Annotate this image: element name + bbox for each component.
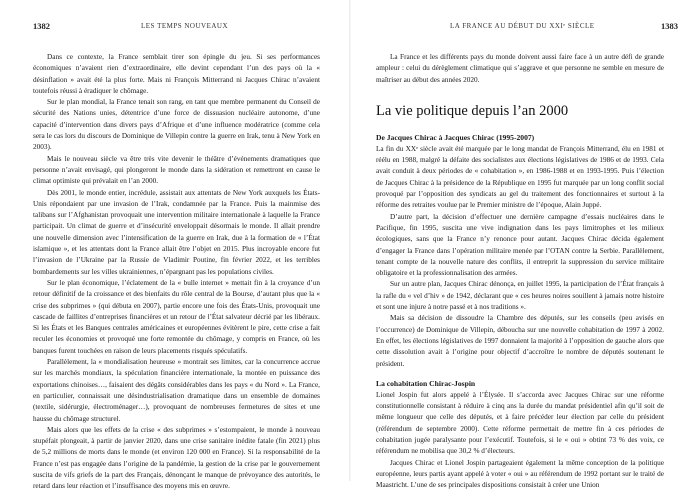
- right-running-title: LA FRANCE AU DÉBUT DU XXIᵉ SIÈCLE: [450, 22, 595, 30]
- section-title: De Jacques Chirac à Jacques Chirac (1995-2007): [376, 132, 535, 142]
- left-page: [0, 0, 350, 491]
- paragraph: Mais sa décision de dissoudre la Chambre des députés, sur les conseils (peu avisés en l’occurrence) de Dominique de Villepin, déboucha sur une nouvelle cohabitation de 1997 à 2002. En effet, les élections législatives de 1997 donnaient la majorité à l’opposition de gauche alors que cette dissolution avait à l’origine pour objectif d’accroître le nombre de députés soutenant le président.: [376, 314, 664, 368]
- right-page: [350, 0, 700, 490]
- left-body-text: [33, 52, 320, 493]
- paragraph: Dès 2001, le monde entier, incrédule, assistait aux attentats de New York auxquels les États-Unis répondaient par une invasion de l’Irak, condamnée par la France. Puis la mainmise des talibans sur l’Afghanistan provoquait une intervention militaire internationale à laquelle la France participait. Un climat de guerre et d’insécurité enveloppait désormais le monde. Il allait prendre une nouvelle dimension avec l’intensification de la guerre en Irak, due à la formation de « l’État islamique », et les attentats dont la France allait être l’objet en 2015. Plus incroyable encore fut l’invasion de l’Ukraine par la Russie de Vladimir Poutine, fin février 2022, et les terribles bombardements sur les villes ukrainiennes, n’épargnant pas les populations civiles.: [33, 188, 320, 276]
- paragraph: Sur le plan mondial, la France tenait son rang, en tant que membre permanent du Conseil de sécurité des Nations unies, détentrice d’une force de dissuasion nucléaire autonome, d’une capacité d’intervention dans divers pays d’Afrique et d’une influence modératrice (comme cela sera le cas lors du discours de Dominique de Villepin contre la guerre en Irak, tenu à New York en 2003).: [33, 98, 320, 152]
- left-page-number: 1382: [33, 21, 50, 31]
- paragraph: D’autre part, la décision d’effectuer une dernière campagne d’essais nucléaires dans le Pacifique, fin 1995, suscita une vive indignation dans les pays limitrophes et les milieux écologiques, sans que la France n’y renonce pour autant. Jacques Chirac décida également d’engager la France dans l’opération militaire menée par l’OTAN contre la Serbie. Parallèlement, tenant compte de la nouvelle nature des conflits, il entreprit la suppression du service militaire obligatoire et la professionnalisation des armées.: [376, 212, 664, 278]
- paragraph: Dans ce contexte, la France semblait tirer son épingle du jeu. Si ses performances économiques n’avaient rien d’extraordinaire, elle devint cependant l’un des pays où la « désinflation » avait été la plus forte. Mais ni François Mitterrand ni Jacques Chirac n’avaient toutefois réussi à éradiquer le chômage.: [33, 53, 320, 95]
- paragraph: Mais le nouveau siècle va être très vite devenir le théâtre d’événements dramatiques que personne n’avait envisagé, qui plongeront le monde dans la sidération et remettront en cause le climat optimiste qui prévalait en l’an 2000.: [33, 154, 320, 186]
- left-running-header: [33, 20, 328, 32]
- right-page-number: 1383: [661, 21, 678, 31]
- left-running-title: LES TEMPS NOUVEAUX: [141, 22, 229, 30]
- right-running-header: [376, 20, 678, 32]
- paragraph: Sur un autre plan, Jacques Chirac dénonça, en juillet 1995, la participation de l’État français à la rafle du « vel d’hiv » de 1942, déclarant que « ces heures noires souillent à jamais notre histoire et sont une injure à notre passé et à nos traditions ».: [376, 280, 664, 312]
- paragraph: Mais alors que les effets de la crise « des subprimes » s’estompaient, le monde à nouveau stupéfait plongeait, à partir de janvier 2020, dans une crise sanitaire inédite fatale (fin 2021) plus de 5,2 millions de morts dans le monde (et environ 120 000 en France). Si la responsabilité de la France n’est pas engagée dans l’origine de la pandémie, la gestion de la crise par le gouvernement suscita de vifs griefs de la part des Français, dénonçant le manque de prévoyance des autorités, le retard dans leur réaction et l’insuffisance des moyens mis en œuvre.: [33, 425, 320, 491]
- paragraph: Parallèlement, la « mondialisation heureuse » montrait ses limites, car la concurrence accrue sur les marchés mondiaux, la spéculation financière internationale, la montée en puissance des exportations chinoises…, faisaient des dégâts considérables dans les pays « du Nord ». La France, en particulier, connaissait une désindustrialisation dramatique dans un ensemble de domaines (textile, sidérurgie, électroménager…), provoquant de nombreuses fermetures de sites et une hausse du chômage structurel.: [33, 358, 320, 423]
- paragraph: Sur le plan économique, l’éclatement de la « bulle internet » mettait fin à la croyance d’un retour définitif de la croissance et des bienfaits du rôle central de la Bourse, d’autant plus que la « crise des subprimes » (qui débuta en 2007), partie encore une fois des États-Unis, provoquait une cascade de faillites d’entreprises financières et un retour de l’État salvateur décrié par les libéraux. Si les États et les Banques centrales américaines et européennes évitèrent le pire, cette crise a fait reculer les économies et provoqué une forte remontée du chômage, y compris en France, où les banques furent touchées en raison de leurs placements risqués spéculatifs.: [33, 278, 320, 355]
- section-title: La cohabitation Chirac-Jospin: [376, 378, 476, 388]
- paragraph: La fin du XXᵉ siècle avait été marquée par le long mandat de François Mitterrand, élu en 1981 et réélu en 1988, malgré la défaite des socialistes aux élections législatives de 1986 et de 1993. Cela avait conduit à deux périodes de « cohabitation », en 1986-1988 et en 1993-1995. Puis l’élection de Jacques Chirac à la présidence de la République en 1995 fut marquée par un long conflit social provoqué par l’opposition des syndicats au gel du traitement des fonctionnaires et surtout à la réforme des retraites voulue par le Premier ministre de l’époque, Alain Juppé.: [376, 144, 664, 210]
- right-body-text: [376, 52, 664, 492]
- chapter-title: La vie politique depuis l’an 2000: [376, 102, 569, 119]
- paragraph: Lionel Jospin fut alors appelé à l’Élysée. Il s’accorda avec Jacques Chirac sur une réforme constitutionnelle consistant à réduire à cinq ans la durée du mandat présidentiel afin qu’il soit de même longueur que celle des députés, et à faire précéder leur élection par celle du président (référendum de septembre 2000). Cette réforme permettait de mettre fin à ces périodes de cohabitation jugée paralysante pour l’exécutif. Toutefois, si le « oui » obtint 73 % des voix, ce référendum ne mobilisa que 30,2 % d’électeurs.: [376, 390, 664, 456]
- paragraph: Jacques Chirac et Lionel Jospin partageaient également la même conception de la politique européenne, leurs partis ayant appelé à voter « oui » au référendum de 1992 portant sur le traité de Maastricht. L’une de ses principales dispositions consistait à créer une Union: [376, 458, 664, 490]
- intro-paragraph: La France et les différents pays du monde doivent aussi faire face à un autre défi de grande ampleur : celui du dérèglement climatique qui s’aggrave et que personne ne semble en mesure de maîtriser au début des années 2020.: [376, 53, 664, 84]
